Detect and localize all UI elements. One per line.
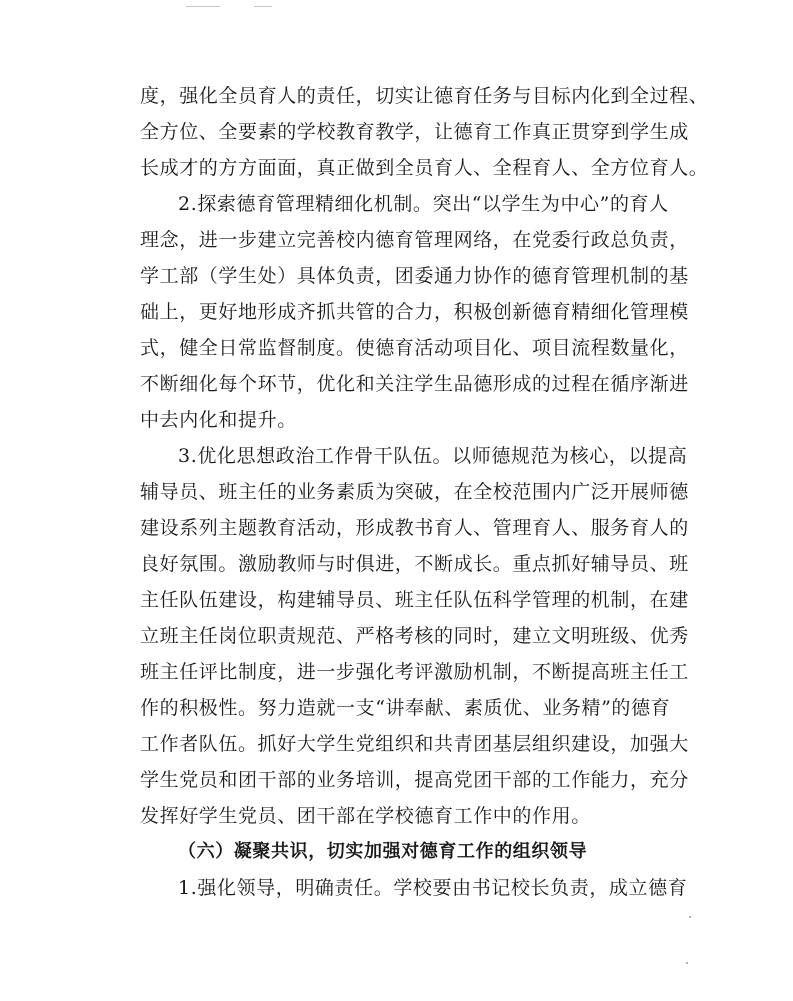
body-text-line: 不断细化每个环节，优化和关注学生品德形成的过程在循序渐进 — [140, 373, 689, 395]
body-text-line: 发挥好学生党员、团干部在学校德育工作中的作用。 — [140, 805, 591, 827]
body-text-line: 长成才的方方面面，真正做到全员育人、全程育人、全方位育人。 — [140, 157, 709, 179]
scan-artifact-line — [186, 6, 220, 7]
section-heading: （六）凝聚共识，切实加强对德育工作的组织领导 — [178, 841, 588, 862]
body-text-line: 础上，更好地形成齐抓共管的合力，积极创新德育精细化管理模 — [140, 301, 689, 323]
body-text-line: 立班主任岗位职责规范、严格考核的同时，建立文明班级、优秀 — [140, 625, 689, 647]
scan-artifact-dot — [686, 962, 688, 964]
body-text-line: 作的积极性。努力造就一支“讲奉献、素质优、业务精”的德育 — [140, 697, 671, 719]
body-text-line: 班主任评比制度，进一步强化考评激励机制，不断提高班主任工 — [140, 661, 689, 683]
body-text-line: 理念，进一步建立完善校内德育管理网络，在党委行政总负责， — [140, 229, 689, 251]
body-text-line: 中去内化和提升。 — [140, 409, 297, 431]
body-text-line: 学工部（学生处）具体负责，团委通力协作的德育管理机制的基 — [140, 265, 689, 287]
body-text-line: 主任队伍建设，构建辅导员、班主任队伍科学管理的机制，在建 — [140, 589, 689, 611]
scan-artifact-dot — [689, 916, 691, 918]
body-text-line: 度，强化全员育人的责任，切实让德育任务与目标内化到全过程、 — [140, 85, 709, 107]
body-text-line: 3.优化思想政治工作骨干队伍。以师德规范为核心，以提高 — [178, 445, 688, 467]
body-text-line: 建设系列主题教育活动，形成教书育人、管理育人、服务育人的 — [140, 517, 689, 539]
scan-artifact-line — [254, 6, 272, 7]
body-text-line: 全方位、全要素的学校教育教学，让德育工作真正贯穿到学生成 — [140, 121, 689, 143]
body-text-line: 学生党员和团干部的业务培训，提高党团干部的工作能力，充分 — [140, 769, 689, 791]
body-text-line: 式，健全日常监督制度。使德育活动项目化、项目流程数量化， — [140, 337, 689, 359]
body-text-line: 工作者队伍。抓好大学生党组织和共青团基层组织建设，加强大 — [140, 733, 689, 755]
body-text-line: 良好氛围。激励教师与时俱进，不断成长。重点抓好辅导员、班 — [140, 553, 689, 575]
body-text-line: 1.强化领导，明确责任。学校要由书记校长负责，成立德育 — [178, 877, 688, 899]
body-text-line: 2.探索德育管理精细化机制。突出“以学生为中心”的育人 — [178, 193, 669, 215]
body-text-line: 辅导员、班主任的业务素质为突破，在全校范围内广泛开展师德 — [140, 481, 689, 503]
